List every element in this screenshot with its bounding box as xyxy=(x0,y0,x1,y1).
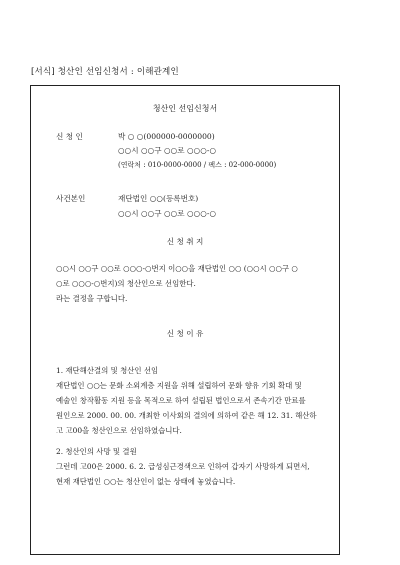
applicant-name: 박 ○ ○(000000-0000000) xyxy=(118,132,215,141)
reasons-heading: 신 청 이 유 xyxy=(166,329,204,338)
principal-address: ○○시 ○○구 ○○로 ○○○-○ xyxy=(118,209,217,218)
applicant-address: ○○시 ○○구 ○○로 ○○○-○ xyxy=(118,146,217,155)
reason-line: 예술인 창작활동 지원 등을 목적으로 하여 설립된 법인으로서 존속기간 만료를 xyxy=(56,396,306,405)
form-header-label: [서식] 청산인 선임신청서 : 이해관계인 xyxy=(31,67,179,77)
reason-line: 원인으로 2000. 00. 00. 개최한 이사회의 결의에 의하여 같은 해 12. 31. 해산하 xyxy=(56,411,317,420)
principal-name: 재단법인 ○○(등록번호) xyxy=(118,194,199,203)
applicant-label: 신 청 인 xyxy=(56,132,83,141)
document-title: 청산인 선임신청서 xyxy=(152,104,218,113)
reason-line: 고 고00을 청산인으로 선임하였습니다. xyxy=(56,426,182,435)
reason-section-title: 1. 재단해산결의 및 청산인 선임 xyxy=(56,366,159,375)
purpose-line: 라는 결정을 구합니다. xyxy=(56,294,128,303)
applicant-contact: (연락처 : 010-0000-0000 / 팩스 : 02-000-0000) xyxy=(118,161,277,169)
reason-section-title: 2. 청산인의 사망 및 결원 xyxy=(56,447,137,456)
purpose-heading: 신 청 취 지 xyxy=(166,237,204,246)
purpose-line: ○로 ○○○-○번지)의 청산인으로 선임한다. xyxy=(56,279,196,288)
document-frame xyxy=(30,85,340,555)
reason-line: 현재 재단법인 ○○는 청산인이 없는 상태에 놓였습니다. xyxy=(56,477,236,486)
reason-line: 그런데 고00은 2000. 6. 2. 급성심근경색으로 인하여 갑자기 사망하게 되면서, xyxy=(56,462,310,471)
principal-label: 사건본인 xyxy=(56,194,86,203)
purpose-line: ○○시 ○○구 ○○로 ○○○-○번지 이○○을 재단법인 ○○ (○○시 ○○구 ○ xyxy=(56,264,298,273)
reason-line: 재단법인 ○○는 문화 소외계층 지원을 위해 설립하여 문화 향유 기회 확대 및 xyxy=(56,381,302,390)
